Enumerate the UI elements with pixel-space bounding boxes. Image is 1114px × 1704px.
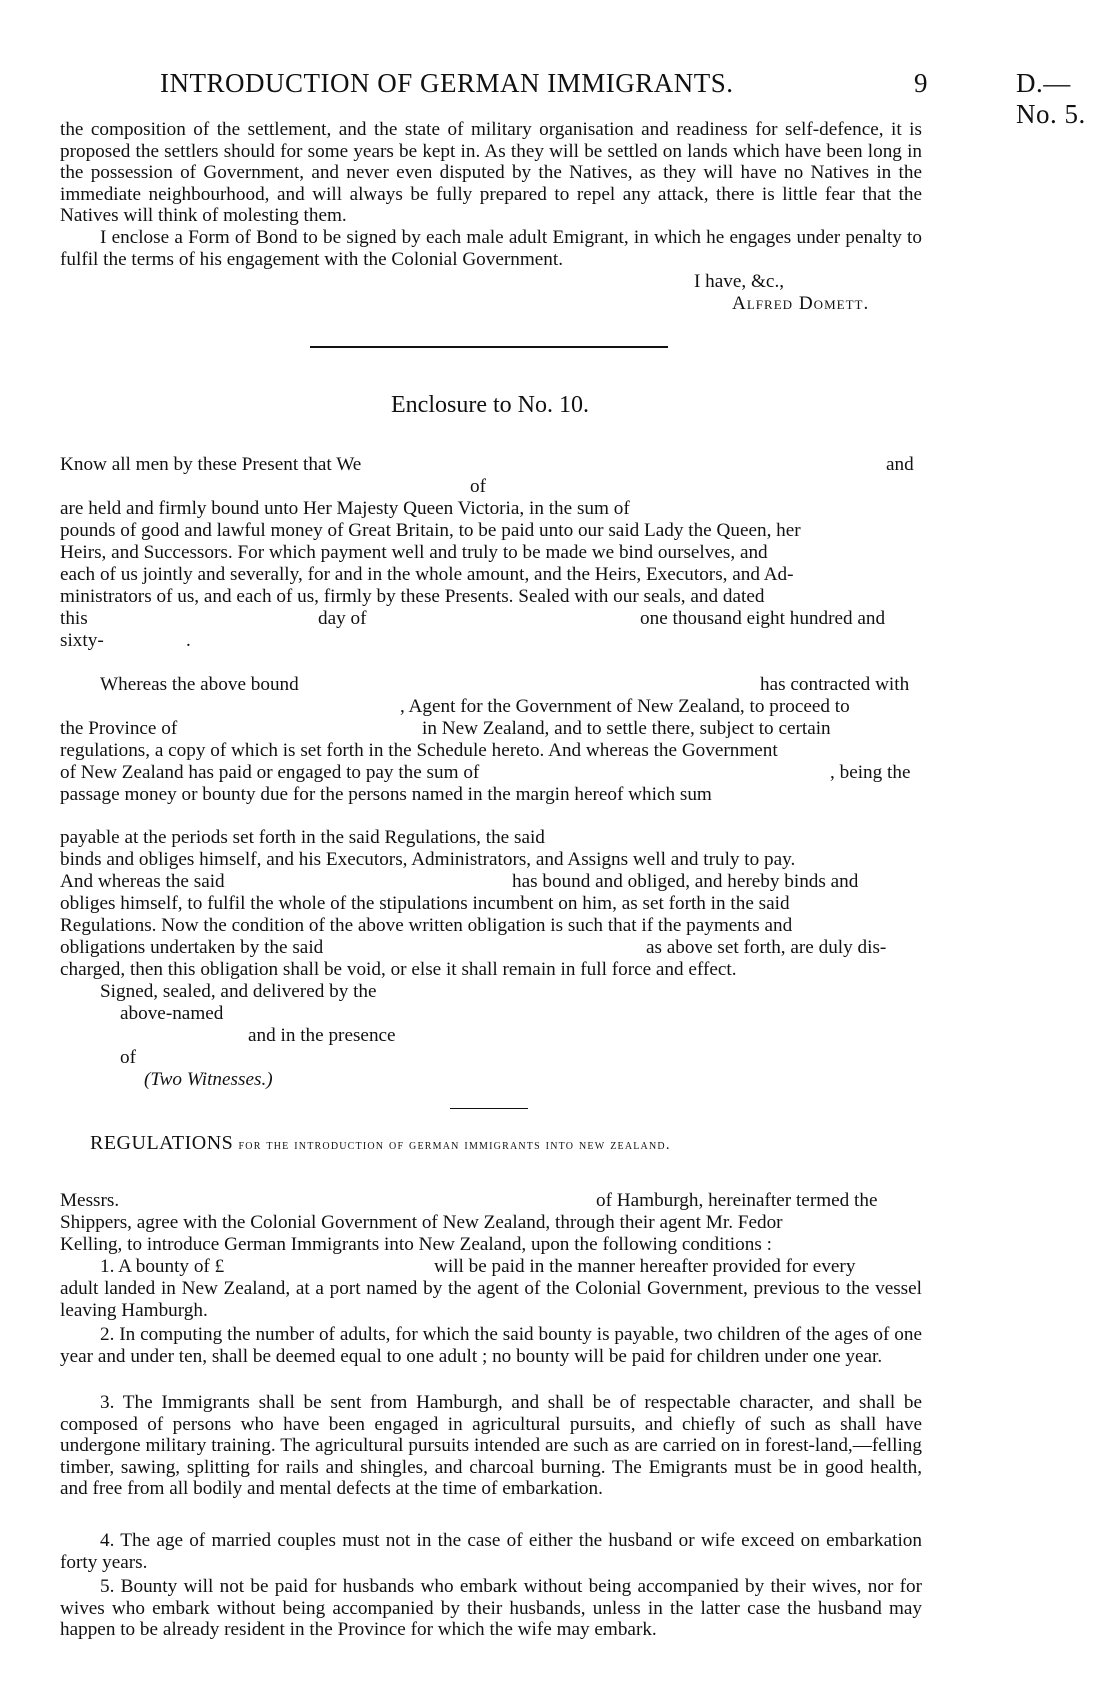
signed-line: Signed, sealed, and delivered by the — [100, 981, 377, 1002]
whereas-line — [60, 762, 922, 784]
regulation-2: 2. In computing the number of adults, for which the said bounty is payable, two children of the ages of one year and under ten, shall be deemed equal to one adult ; no bounty will be paid for children under one year. — [60, 1324, 922, 1367]
regulation-5: 5. Bounty will not be paid for husbands who embark without being accompanied by their wives, nor for wives who embark without being accompanied by their husbands, unless in the latter case the husband may happen to be already resident in the Province for which the wife may embark. — [60, 1576, 922, 1641]
whereas-text: obliges himself, to fulfil the whole of the stipulations incumbent on him, as set forth in the said — [60, 893, 790, 914]
whereas-line — [60, 718, 922, 740]
bond-line — [60, 498, 922, 520]
regulation-1-rest: adult landed in New Zealand, at a port named by the agent of the Colonial Government, previous to the vessel leaving Hamburgh. — [60, 1278, 922, 1321]
bond-line — [60, 586, 922, 608]
whereas-line — [60, 915, 922, 937]
regulations-text: Kelling, to introduce German Immigrants into New Zealand, upon the following conditions : — [60, 1234, 772, 1255]
whereas-line — [60, 784, 922, 806]
whereas-text: in New Zealand, and to settle there, subject to certain — [422, 718, 831, 739]
regulations-line — [60, 1212, 922, 1234]
whereas-text: passage money or bounty due for the persons named in the margin hereof which sum — [60, 784, 712, 805]
signed-line: and in the presence — [248, 1025, 396, 1046]
whereas-text: regulations, a copy of which is set forth in the Schedule hereto. And whereas the Government — [60, 740, 778, 761]
whereas-line — [60, 696, 922, 718]
bond-line — [60, 564, 922, 586]
whereas-text: payable at the periods set forth in the said Regulations, the said — [60, 827, 545, 848]
regulation-3: 3. The Immigrants shall be sent from Hamburgh, and shall be of respectable character, and shall be composed of persons who have been engaged in agricultural pursuits, and chiefly of such as shall have undergone military training. The agricultural pursuits intended are such as are carried on in forest-land,—felling timber, sawing, splitting for rails and shingles, and charcoal burning. The Emigrants must be in good health, and free from all bodily and mental defects at the time of embarkation. — [60, 1392, 922, 1500]
bond-text: sixty- — [60, 630, 104, 651]
regulations-line — [60, 1234, 922, 1256]
whereas-text: the Province of — [60, 718, 178, 739]
regulation-1-line — [60, 1256, 922, 1278]
bond-line — [60, 476, 922, 498]
bond-text: and — [886, 454, 914, 475]
bond-text: this — [60, 608, 88, 629]
letter-paragraph-1: the composition of the settlement, and the state of military organisation and readiness for self-defence, it is proposed the settlers should for some years be kept in. As they will be settled on lands which have been long in the possession of Government, and never even disputed by the Natives, as they will have no Natives in the immediate neighbourhood, and will always be fully prepared to repel any attack, there is little fear that the Natives will think of molesting them. — [60, 119, 922, 227]
whereas-line — [60, 937, 922, 959]
letter-paragraph-2: I enclose a Form of Bond to be signed by each male adult Emigrant, in which he engages under penalty to fulfil the terms of his engagement with the Colonial Government. — [60, 227, 922, 270]
bond-text: of — [470, 476, 486, 497]
whereas-line — [60, 959, 922, 981]
bond-text: Heirs, and Successors. For which payment well and truly to be made we bind ourselves, and — [60, 542, 768, 563]
short-divider — [450, 1108, 528, 1109]
regulations-text: Messrs. — [60, 1190, 120, 1211]
whereas-text: Regulations. Now the condition of the above written obligation is such that if the payments and — [60, 915, 793, 936]
regulations-text: Shippers, agree with the Colonial Government of New Zealand, through their agent Mr. Fedor — [60, 1212, 783, 1233]
whereas-text: And whereas the said — [60, 871, 225, 892]
enclosure-heading: Enclosure to No. 10. — [391, 392, 589, 418]
running-head — [60, 68, 1100, 129]
whereas-text: , being the — [830, 762, 911, 783]
whereas-text: , Agent for the Government of New Zealand, to proceed to — [400, 696, 850, 717]
regulations-text: will be paid in the manner hereafter provided for every — [434, 1256, 856, 1277]
page-number: 9 — [914, 68, 928, 98]
whereas-text: as above set forth, are duly dis- — [646, 937, 887, 958]
regulations-text: of Hamburgh, hereinafter termed the — [596, 1190, 878, 1211]
regulations-line — [60, 1190, 922, 1212]
signed-line: above-named — [120, 1003, 224, 1024]
document-reference: D.—No. 5. — [1016, 68, 1086, 129]
whereas-text: charged, then this obligation shall be void, or else it shall remain in full force and effect. — [60, 959, 737, 980]
whereas-line — [60, 740, 922, 762]
section-divider — [310, 346, 668, 348]
whereas-text: has bound and obliged, and hereby binds and — [512, 871, 859, 892]
bond-text: each of us jointly and severally, for and in the whole amount, and the Heirs, Executors, and Ad- — [60, 564, 794, 585]
letter-closing: I have, &c., — [694, 271, 785, 292]
witnesses-note: (Two Witnesses.) — [144, 1069, 273, 1090]
bond-line — [60, 630, 922, 652]
whereas-line — [60, 893, 922, 915]
regulations-text: 1. A bounty of £ — [100, 1256, 225, 1277]
bond-text: . — [186, 630, 191, 651]
bond-line — [60, 520, 922, 542]
whereas-text: obligations undertaken by the said — [60, 937, 324, 958]
letter-signature: Alfred Domett. — [732, 293, 870, 314]
regulations-heading — [90, 1132, 930, 1155]
regulation-4: 4. The age of married couples must not in the case of either the husband or wife exceed on embarkation forty years. — [60, 1530, 922, 1573]
regulations-subtitle: for the introduction of german immigrants into new zealand. — [238, 1137, 671, 1153]
bond-line — [60, 454, 922, 476]
regulations-title: REGULATIONS — [90, 1132, 234, 1154]
whereas-line — [60, 849, 922, 871]
whereas-text: of New Zealand has paid or engaged to pay the sum of — [60, 762, 480, 783]
whereas-line — [60, 827, 922, 849]
bond-line — [60, 542, 922, 564]
whereas-text: has contracted with — [760, 674, 910, 695]
whereas-text: Whereas the above bound — [100, 674, 299, 695]
bond-text: pounds of good and lawful money of Great Britain, to be paid unto our said Lady the Queen, her — [60, 520, 801, 541]
running-title: INTRODUCTION OF GERMAN IMMIGRANTS. — [160, 68, 734, 98]
whereas-line — [60, 674, 922, 696]
bond-text: day of — [318, 608, 367, 629]
bond-text: are held and firmly bound unto Her Majesty Queen Victoria, in the sum of — [60, 498, 630, 519]
bond-line — [60, 608, 922, 630]
bond-text: Know all men by these Present that We — [60, 454, 362, 475]
whereas-text: binds and obliges himself, and his Executors, Administrators, and Assigns well and truly to pay. — [60, 849, 796, 870]
bond-text: one thousand eight hundred and — [640, 608, 886, 629]
whereas-line — [60, 871, 922, 893]
signed-line: of — [120, 1047, 136, 1068]
bond-text: ministrators of us, and each of us, firmly by these Presents. Sealed with our seals, and dated — [60, 586, 765, 607]
